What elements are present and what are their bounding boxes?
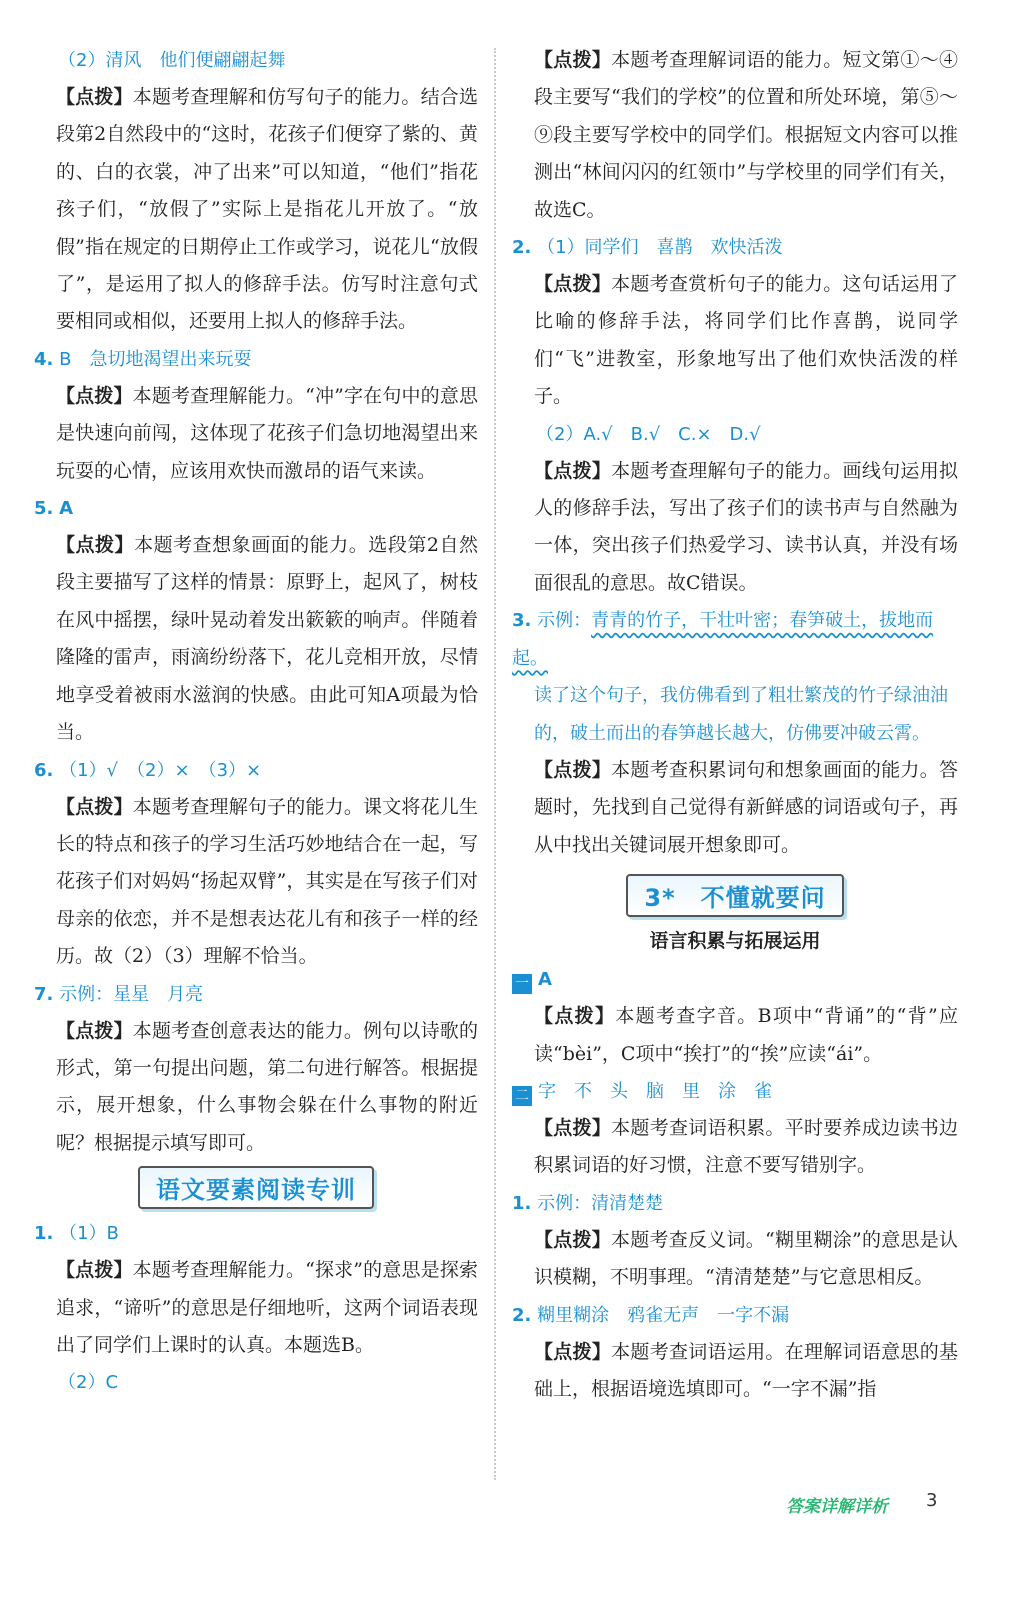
explanation: 【点拨】本题考查字音。B项中“背诵”的“背”应读“bèi”，C项中“挨打”的“挨”应读“ái”。 xyxy=(534,1005,958,1065)
answer-line: 2. （1）同学们 喜鹊 欢快活泼 xyxy=(512,237,783,259)
answer-line: 二 字 不 头 脑 里 涂 雀 xyxy=(512,1073,958,1110)
answer-line: 4. B 急切地渴望出来玩耍 xyxy=(34,348,252,370)
explanation: 【点拨】本题考查理解能力。“冲”字在句中的意思是快速向前闯，这体现了花孩子们急切地渴望出来玩耍的心情，应该用欢快而激昂的语气来读。 xyxy=(56,384,478,482)
explanation: 【点拨】本题考查词语积累。平时要养成边读书边积累词语的好习惯，注意不要写错别字。 xyxy=(534,1116,958,1177)
explanation: 【点拨】本题考查词语运用。在理解词语意思的基础上，根据语境选填即可。“一字不漏”指 xyxy=(534,1340,958,1400)
answer-line: （2）C xyxy=(58,1372,119,1394)
page-number: 3 xyxy=(926,1490,938,1511)
page-footer xyxy=(786,1488,1006,1522)
explanation: 【点拨】本题考查想象画面的能力。选段第2自然段主要描写了这样的情景：原野上，起风了，树枝在风中摇摆，绿叶晃动着发出簌簌的响声。伴随着隆隆的雷声，雨滴纷纷落下，花儿竞相开放，尽情地享受着被雨水滋润的快感。由此可知A项最为恰当。 xyxy=(56,534,478,744)
explanation: 【点拨】本题考查理解句子的能力。画线句运用拟人的修辞手法，写出了孩子们的读书声与自然融为一体，突出孩子们热爱学习、读书认真，并没有场面很乱的意思。故C错误。 xyxy=(534,459,958,594)
explanation: 【点拨】本题考查理解和仿写句子的能力。结合选段第2自然段中的“这时，花孩子们便穿了紫的、黄的、白的衣裳，冲了出来”可以知道，“他们”指花孩子们，“放假了”实际上是指花儿开放了。“放假”指在规定的日期停止工作或学习，说花儿“放假了”，是运用了拟人的修辞手法。仿写时注意句式要相同或相似，还要用上拟人的修辞手法。 xyxy=(56,86,478,333)
explanation: 【点拨】本题考查理解词语的能力。短文第①～④段主要写“我们的学校”的位置和所处环境，第⑤～⑨段主要写学校中的同学们。根据短文内容可以推测出“林间闪闪的红领巾”与学校里的同学们有关，故选C。 xyxy=(534,49,958,221)
answer-line: （2）清风 他们便翩翩起舞 xyxy=(58,50,286,71)
explanation: 【点拨】本题考查积累词句和想象画面的能力。答题时，先找到自己觉得有新鲜感的词语或句子，再从中找出关键词展开想象即可。 xyxy=(534,758,958,856)
explanation: 【点拨】本题考查创意表达的能力。例句以诗歌的形式，第一句提出问题，第二句进行解答。根据提示，展开想象，什么事物会躲在什么事物的附近呢？根据提示填写即可。 xyxy=(56,1019,478,1154)
sample-answer: 读了这个句子，我仿佛看到了粗壮繁茂的竹子绿油油的，破土而出的春笋越长越大，仿佛要冲破云霄。 xyxy=(534,685,948,744)
answer-line: 2. 糊里糊涂 鸦雀无声 一字不漏 xyxy=(512,1304,790,1326)
answer-line: （2）A.√ B.√ C.× D.√ xyxy=(536,423,761,445)
answer-line: 1. （1）B xyxy=(34,1223,119,1245)
explanation: 【点拨】本题考查理解能力。“探求”的意思是探索追求，“谛听”的意思是仔细地听，这两个词语表现出了同学们上课时的认真。本题选B。 xyxy=(56,1259,478,1356)
section-marker-icon: 二 xyxy=(512,1086,532,1106)
explanation: 【点拨】本题考查反义词。“糊里糊涂”的意思是认识模糊，不明事理。“清清楚楚”与它意思相反。 xyxy=(534,1228,958,1289)
answer-line: 1. 示例：清清楚楚 xyxy=(512,1192,664,1214)
lesson-banner: 3* 不懂就要问 xyxy=(512,874,958,917)
answer-line: 5. A xyxy=(34,498,74,520)
answer-line: 6. （1）√ （2）× （3）× xyxy=(34,759,262,781)
right-column xyxy=(512,42,958,1408)
column-divider xyxy=(494,48,496,1480)
section-marker-icon: 一 xyxy=(512,974,532,994)
explanation: 【点拨】本题考查理解句子的能力。课文将花儿生长的特点和孩子的学习生活巧妙地结合在一起，写花孩子们对妈妈“扬起双臂”，其实是在写孩子们对母亲的依恋，并不是想表达花儿有和孩子一样的经历。故（2）（3）理解不恰当。 xyxy=(56,795,478,968)
section-subheading: 语言积累与拓展运用 xyxy=(649,930,821,953)
section-banner: 语文要素阅读专训 xyxy=(34,1166,478,1209)
explanation: 【点拨】本题考查赏析句子的能力。这句话运用了比喻的修辞手法，将同学们比作喜鹊，说同学们“飞”进教室，形象地写出了他们欢快活泼的样子。 xyxy=(534,273,958,408)
answer-line: 一 A xyxy=(512,961,958,998)
footer-label: 答案详解详析 xyxy=(786,1497,888,1517)
answer-line: 7. 示例：星星 月亮 xyxy=(34,983,204,1005)
answer-line: 3. 示例：青青的竹子，干壮叶密；春笋破土，拔地而起。 xyxy=(512,610,934,669)
left-column xyxy=(34,42,478,1401)
